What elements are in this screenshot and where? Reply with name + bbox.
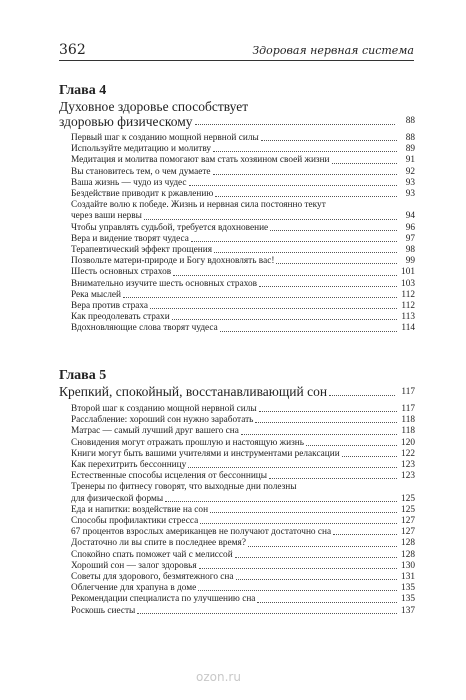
chapter-title-text: Крепкий, спокойный, восстанавливающий сон [59,384,328,399]
page-header [59,42,414,61]
toc-entry-text: Сновидения могут отражать прошлую и настоящую жизнь [71,437,304,448]
toc-entry-text: Вера и видение творят чудеса [71,233,189,244]
toc-entry-text: Используйте медитацию и молитву [71,144,212,155]
leader-dots [270,230,397,231]
toc-entry[interactable] [71,594,415,605]
toc-entry-text: Рекомендации специалиста по улучшению сна [71,594,256,605]
toc-entry-text: Естественные способы исцеления от бессонницы [71,471,268,482]
chapter-label: Глава 4 [59,83,107,98]
leader-dots [173,275,397,276]
toc-page-number: 101 [401,267,415,278]
toc-page-number: 112 [401,289,415,300]
toc-entry-text: Спокойно спать поможет чай с мелиссой [71,549,233,560]
leader-dots [214,252,397,253]
toc-page-number: 89 [405,144,415,155]
toc-entry[interactable] [71,460,415,471]
leader-dots [150,308,397,309]
toc-entry-text: Хороший сон — залог здоровья [71,560,197,571]
toc-entry-text: Еда и напитки: воздействие на сон [71,504,209,515]
toc-entry-line [71,200,415,211]
toc-entry[interactable] [71,583,415,594]
toc-entry-text: Достаточно ли вы спите в последнее время? [71,538,246,549]
toc-entry-text: Вера против страха [71,301,149,312]
toc-entry-text: Вы становитесь тем, о чем думаете [71,166,211,177]
chapter-title [59,384,415,400]
toc-page-number: 125 [401,504,415,515]
toc-page-number: 127 [401,527,415,538]
toc-entry[interactable] [71,178,415,189]
leader-dots [210,512,397,513]
toc-entry[interactable] [71,438,415,449]
leader-dots [235,557,397,558]
toc-entry[interactable] [71,561,415,572]
leader-dots [137,613,397,614]
leader-dots [195,124,396,125]
leader-dots [342,456,397,457]
toc-entry-text: Бездействие приводит к ржавлению [71,189,214,200]
toc-entry-text: Роскошь сиесты [71,605,136,616]
toc-page-number: 118 [401,415,415,426]
toc-entry[interactable] [71,279,415,290]
toc-page-number: 125 [401,493,415,504]
toc-entry-text: Облегчение для храпуна в доме [71,583,197,594]
leader-dots [306,445,397,446]
toc-entry[interactable] [71,404,415,415]
toc-entry-text: Способы профилактики стресса [71,516,199,527]
toc-entry-text: Как перехитрить бессонницу [71,460,187,471]
chapter-title-line: здоровью физическому [59,114,193,129]
toc-entry[interactable] [71,323,415,334]
leader-dots [200,523,397,524]
toc-page-number: 122 [401,448,415,459]
leader-dots [255,422,397,423]
toc-entry-text: Как преодолевать страхи [71,312,170,323]
toc-entry-text: через ваши нервы [71,211,142,222]
toc-entry[interactable] [71,189,415,200]
leader-dots [241,434,397,435]
leader-dots [188,467,397,468]
leader-dots [269,478,397,479]
chapter-5-entries [59,404,415,617]
toc-entry[interactable] [71,312,415,323]
toc-entry-text: Тренеры по фитнесу говорят, что выходные дни полезны [71,482,297,493]
toc-page-number: 123 [401,460,415,471]
leader-dots [329,395,395,396]
toc-page-number: 135 [401,583,415,594]
toc-entry-text: Шесть основных страхов [71,267,172,278]
leader-dots [261,140,397,141]
leader-dots [332,163,397,164]
toc-page-number: 93 [405,177,415,188]
toc-entry-text: Вдохновляющие слова творят чудеса [71,323,218,334]
toc-page-number: 120 [401,437,415,448]
toc-entry[interactable] [71,516,415,527]
toc-page-number: 98 [405,245,415,256]
chapter-label: Глава 5 [59,368,107,383]
toc-page-number: 93 [405,189,415,200]
leader-dots [259,411,397,412]
toc-entry[interactable] [71,572,415,583]
leader-dots [198,590,397,591]
toc-page-number: 130 [401,560,415,571]
toc-entry-text: Матрас — самый лучший друг вашего сна [71,426,239,437]
toc-page-number: 128 [401,549,415,560]
chapter-5-section [59,367,415,617]
chapter-title [59,99,415,129]
toc-page-number: 137 [401,605,415,616]
toc-entry[interactable] [71,256,415,267]
leader-dots [189,185,397,186]
toc-page-number: 117 [401,404,415,414]
toc-entry-text: Позвольте матери-природе и Богу вдохновлять вас! [71,256,275,267]
toc-entry[interactable] [71,290,415,301]
toc-page-number: 91 [405,155,415,166]
toc-entry-text: Советы для здорового, безмятежного сна [71,572,234,583]
toc-page-number: 128 [401,538,415,549]
leader-dots [215,196,397,197]
chapter-title-line: Духовное здоровье способствует [59,99,249,114]
leader-dots [191,241,397,242]
toc-entry[interactable] [71,606,415,617]
toc-entry[interactable] [71,550,415,561]
chapter-title-last-line [59,114,415,129]
toc-entry-text: Медитация и молитва помогают вам стать хозяином своей жизни [71,155,330,166]
watermark-logo [196,670,241,684]
toc-entry[interactable] [71,211,415,222]
toc-page-number: 112 [401,301,415,312]
toc-entry[interactable] [71,267,415,278]
toc-entry[interactable] [71,167,415,178]
toc-entry[interactable] [71,471,415,482]
leader-dots [213,151,397,152]
leader-dots [276,263,397,264]
leader-dots [165,501,397,502]
toc-entry[interactable] [71,415,415,426]
toc-entry[interactable] [71,155,415,166]
toc-entry[interactable] [71,234,415,245]
toc-page-number: 135 [401,594,415,605]
toc-page-number: 94 [405,211,415,222]
toc-page-number: 113 [401,312,415,323]
toc-page-number: 123 [401,471,415,482]
chapter-page-number: 88 [405,116,415,126]
toc-entry[interactable] [71,144,415,155]
toc-entry-text: Книги могут быть вашими учителями и инструментами релаксации [71,448,340,459]
running-title: Здоровая нервная система [252,44,414,57]
leader-dots [144,219,397,220]
watermark-text: ozon.ru [196,670,241,684]
toc-entry-text: Ваша жизнь — чудо из чудес [71,177,187,188]
toc-entry[interactable] [71,133,415,144]
leader-dots [259,286,397,287]
toc-entry[interactable] [71,223,415,234]
toc-page-number: 131 [401,572,415,583]
toc-entry-text: Второй шаг к созданию мощной нервной силы [71,404,257,414]
toc-entry-text: Чтобы управлять судьбой, требуется вдохновение [71,222,269,233]
toc-page-number: 99 [405,256,415,267]
toc-page-number: 103 [401,278,415,289]
toc-entry[interactable] [71,245,415,256]
toc-entry-text: Внимательно изучите шесть основных страхов [71,278,258,289]
toc-entry[interactable] [71,527,415,538]
page-number: 362 [59,42,86,58]
toc-entry[interactable] [71,449,415,460]
toc-entry-text: Терапевтический эффект прощения [71,245,212,256]
toc-entry-text: Расслабление: хороший сон нужно заработать [71,415,254,426]
leader-dots [333,534,397,535]
toc-entry[interactable] [71,505,415,516]
leader-dots [123,297,397,298]
toc-entry-text: Создайте волю к победе. Жизнь и нервная сила постоянно текут [71,200,326,211]
toc-page-number: 118 [401,426,415,437]
toc-page-number: 96 [405,222,415,233]
toc-entry-text: для физической формы [71,493,164,504]
leader-dots [236,579,397,580]
toc-entry[interactable] [71,301,415,312]
leader-dots [213,174,397,175]
toc-entry-text: Первый шаг к созданию мощной нервной силы [71,133,259,143]
toc-entry-text: 67 процентов взрослых американцев не получают достаточно сна [71,527,332,538]
toc-entry-text: Река мыслей [71,289,121,300]
chapter-4-entries [59,133,415,335]
leader-dots [248,546,397,547]
leader-dots [220,331,397,332]
toc-page-number: 88 [405,133,415,143]
toc-entry-line [71,482,415,493]
toc-page-number: 92 [405,166,415,177]
toc-page-number: 97 [405,233,415,244]
leader-dots [257,602,397,603]
toc-page-number: 127 [401,516,415,527]
chapter-4-section [59,82,415,335]
toc-entry[interactable] [71,494,415,505]
toc-entry[interactable] [71,538,415,549]
chapter-page-number: 117 [401,387,415,397]
leader-dots [199,568,397,569]
toc-entry[interactable] [71,426,415,437]
leader-dots [172,319,397,320]
toc-page-number: 114 [401,323,415,334]
